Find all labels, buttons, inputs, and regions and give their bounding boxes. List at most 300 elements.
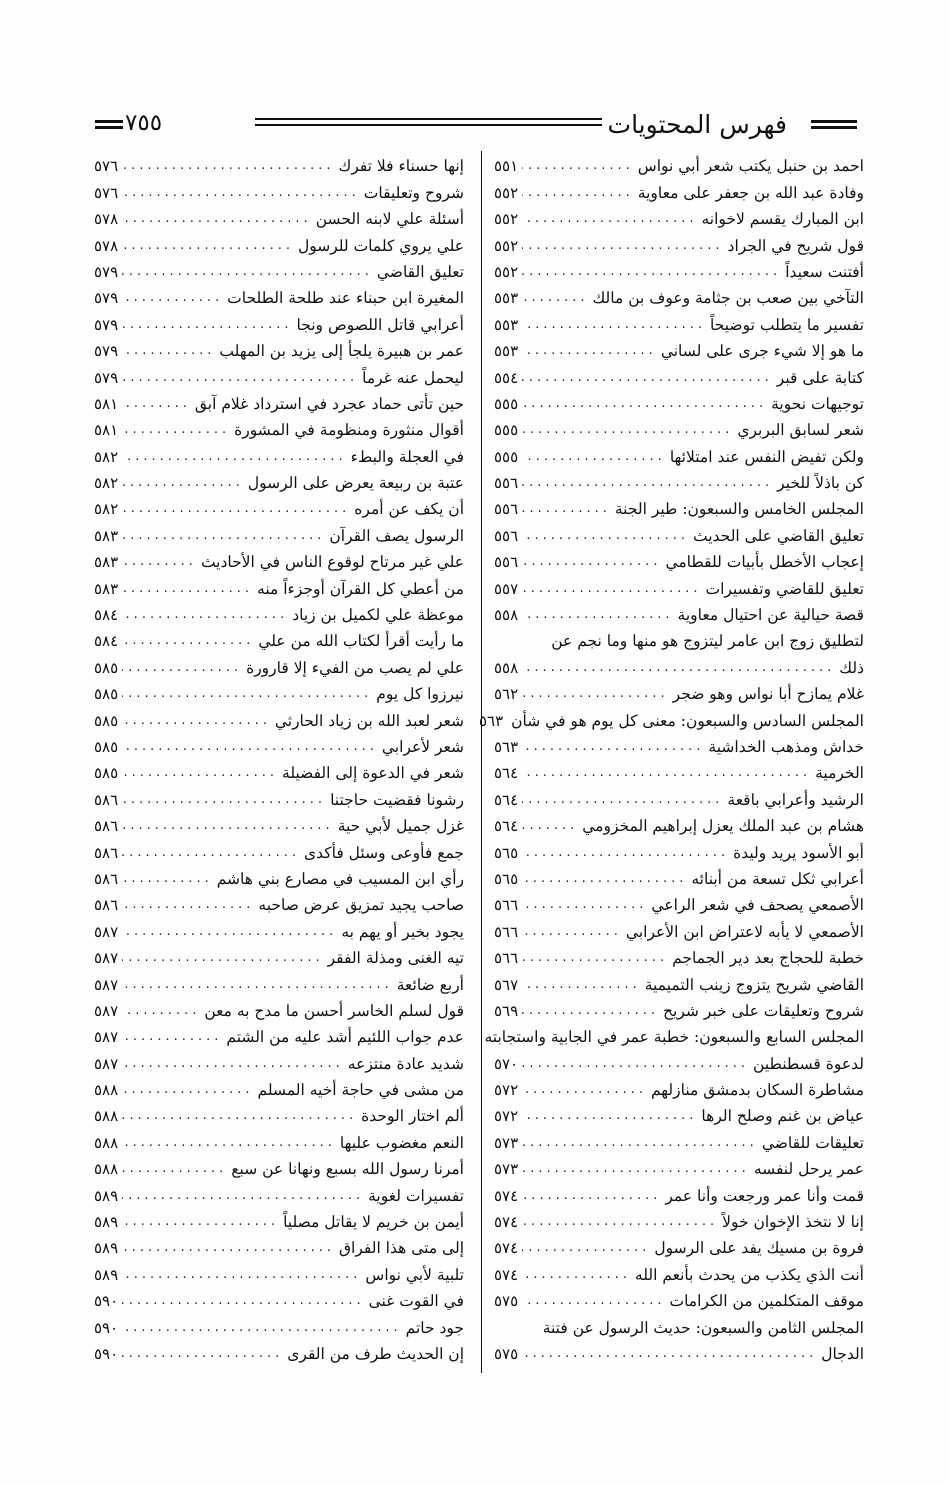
toc-column-left [94, 150, 464, 1364]
toc-entry-page: ٥٧٣ [494, 1133, 519, 1152]
dot-leader [122, 341, 215, 361]
toc-entry [94, 625, 464, 651]
toc-column-right [478, 150, 864, 1364]
toc-entry-page: ٥٥٥ [494, 447, 519, 466]
toc-entry-title: عياض بن غنم وصلح الرها [701, 1107, 864, 1126]
dot-leader [122, 1344, 283, 1364]
toc-entry-title: قول شريح في الجراد [727, 236, 864, 255]
dot-leader [522, 790, 723, 810]
toc-entry [94, 599, 464, 625]
dot-leader [522, 1212, 718, 1232]
dot-leader [122, 763, 278, 783]
dot-leader [122, 526, 325, 546]
toc-entry-title: من أعطي كل القرآن أوجزءاً منه [257, 579, 464, 598]
dot-leader [122, 499, 350, 519]
toc-entry-title: صاحب يجيد تمزيق عرض صاحبه [258, 896, 464, 915]
dot-leader [122, 315, 292, 335]
toc-entry-page: ٥٦٤ [494, 817, 519, 836]
toc-entry-page: ٥٥٥ [494, 421, 519, 440]
toc-entry [494, 995, 864, 1021]
toc-entry-page: ٥٨٢ [94, 447, 119, 466]
toc-entry-page: ٥٨٦ [94, 790, 119, 809]
toc-entry-title: علي يروي كلمات للرسول [297, 236, 464, 255]
toc-entry-title: المجلس الخامس والسبعون: طير الجنة [614, 500, 864, 519]
toc-entry-page: ٥٧٣ [494, 1160, 519, 1179]
toc-entry-page: ٥٥٨ [494, 606, 519, 625]
toc-entry-title: ليحمل عنه غرماً [362, 368, 464, 387]
toc-entry-title: إعجاب الأخطل بأبيات للقطامي [665, 553, 864, 572]
toc-entry [494, 942, 864, 968]
toc-entry-page: ٥٨٣ [94, 579, 119, 598]
toc-entry [94, 493, 464, 519]
toc-entry-title: أيمن بن خريم لا يقاتل مصلياً [283, 1213, 464, 1232]
dot-leader [122, 368, 358, 388]
toc-entry-title: خطبة للحجاج بعد دير الجماجم [672, 949, 864, 968]
dot-leader [122, 1027, 222, 1047]
dot-leader [122, 394, 191, 414]
toc-entry-title: ألم اختار الوحدة [361, 1107, 464, 1126]
dot-leader [122, 1133, 336, 1153]
dot-leader [122, 262, 373, 282]
dot-leader [122, 790, 326, 810]
dot-leader [122, 605, 288, 625]
toc-entry-page: ٥٨٣ [94, 553, 119, 572]
toc-entry [494, 731, 864, 757]
toc-entry-title: وفادة عبد الله بن جعفر على معاوية [637, 183, 864, 202]
dot-leader [522, 1291, 665, 1311]
toc-entry [94, 335, 464, 361]
toc-entry [494, 1100, 864, 1126]
toc-entry-title: ما رأيت أقرأ لكتاب الله من علي [258, 632, 464, 651]
dot-leader [122, 1238, 335, 1258]
toc-entry-page: ٥٦٥ [494, 869, 519, 888]
dot-leader [522, 236, 723, 256]
toc-entry [94, 572, 464, 598]
dot-leader [522, 526, 689, 546]
toc-entry [94, 256, 464, 282]
toc-entry-page: ٥٩٠ [94, 1318, 119, 1337]
toc-entry-page: ٥٥٤ [494, 368, 519, 387]
toc-entry-page: ٥٨٢ [94, 474, 119, 493]
toc-entry [494, 467, 864, 493]
toc-entry-page: ٥٨٤ [94, 632, 119, 651]
toc-entry [494, 176, 864, 202]
toc-entry-page: ٥٧٩ [94, 289, 119, 308]
dot-leader [122, 1159, 227, 1179]
toc-entry-title: تعليقات للقاضي [761, 1133, 864, 1152]
toc-entry-title: ولكن تفيض النفس عند امتلائها [669, 447, 864, 466]
dot-leader [522, 1106, 697, 1126]
toc-entry [494, 203, 864, 229]
dot-leader [122, 420, 230, 440]
dot-leader [522, 737, 704, 757]
toc-entry-page: ٥٧٦ [94, 157, 119, 176]
toc-entry-title: أن يكف عن أمره [354, 500, 464, 519]
dot-leader [522, 1054, 749, 1074]
toc-entry-title: الخرمية [815, 764, 864, 783]
toc-entry [94, 1100, 464, 1126]
toc-entry-page: ٥٨٧ [94, 1054, 119, 1073]
toc-entry [494, 150, 864, 176]
toc-entry-title: شعر في الدعوة إلى الفضيلة [282, 764, 464, 783]
dot-leader [522, 209, 697, 229]
toc-entry [94, 1047, 464, 1073]
dot-leader [522, 183, 634, 203]
toc-entry [494, 414, 864, 440]
dot-leader [522, 922, 622, 942]
toc-entry [484, 1021, 864, 1047]
toc-entry-page: ٥٧٩ [94, 368, 119, 387]
toc-entry [94, 546, 464, 572]
toc-entry-page: ٥٥٦ [494, 526, 519, 545]
toc-entry-title: تعليق القاضي على الحديث [693, 526, 864, 545]
toc-entry-page: ٥٦٥ [494, 843, 519, 862]
toc-entry [494, 361, 864, 387]
toc-entry-page: ٥٧٢ [494, 1081, 519, 1100]
toc-entry [94, 942, 464, 968]
toc-entry [94, 308, 464, 334]
dot-leader [122, 922, 337, 942]
toc-entry [94, 704, 464, 730]
dot-leader [122, 948, 323, 968]
toc-entry-title: خداش ومذهب الخداشية [708, 737, 864, 756]
dot-leader [522, 394, 767, 414]
dot-leader [522, 1080, 647, 1100]
toc-entry [94, 282, 464, 308]
toc-entry [494, 229, 864, 255]
toc-entry-title: جود حاتم [405, 1318, 464, 1337]
toc-entry [94, 1232, 464, 1258]
toc-entry-page: ٥٦٤ [494, 764, 519, 783]
toc-entry [494, 651, 864, 677]
page-number: ٧٥٥ [125, 110, 163, 136]
toc-entry-page: ٥٥٢ [494, 210, 519, 229]
toc-entry-title: كتابة على قبر [776, 368, 864, 387]
dot-leader [122, 895, 254, 915]
dot-leader [522, 1265, 631, 1285]
toc-entry-title: علي غير مرتاح لوقوع الناس في الأحاديث [200, 553, 464, 572]
toc-entry-page: ٥٨٣ [94, 526, 119, 545]
toc-entry-title: توجيهات نحوية [771, 394, 864, 413]
toc-entry [94, 388, 464, 414]
toc-entry-page: ٥٨٦ [94, 896, 119, 915]
toc-entry-title: تفسير ما يتطلب توضيحاً [710, 315, 864, 334]
toc-entry-page: ٥٦٣ [494, 737, 519, 756]
toc-entry-page: ٥٥٦ [494, 500, 519, 519]
dot-leader [522, 975, 641, 995]
dot-leader [122, 209, 312, 229]
toc-entry-title: أعرابي قاتل اللصوص ونجا [296, 315, 464, 334]
toc-entry [494, 1338, 864, 1364]
toc-entry [494, 1232, 864, 1258]
toc-entry-page: ٥٨٥ [94, 711, 119, 730]
dot-leader [522, 869, 687, 889]
dot-leader [122, 1318, 401, 1338]
toc-entry-title: الرسول يصف القرآن [329, 526, 464, 545]
toc-entry-title: أفتنت سعيداً [785, 262, 864, 281]
toc-entry-title: المجلس السادس والسبعون: معنى كل يوم هو في شأن [511, 711, 864, 730]
toc-entry-page: ٥٦٦ [494, 922, 519, 941]
dot-leader [122, 1106, 357, 1126]
toc-entry-title: نيرزوا كل يوم [376, 685, 464, 704]
toc-entry-title: في العجلة والبطء [350, 447, 464, 466]
dot-leader [522, 368, 773, 388]
toc-entry-title: جمع فأوعى وسئل فأكدى [303, 843, 464, 862]
toc-entry-page: ٥٥٢ [494, 236, 519, 255]
dot-leader [122, 869, 213, 889]
toc-entry-page: ٥٨٢ [94, 500, 119, 519]
dot-leader [122, 816, 334, 836]
dot-leader [122, 156, 334, 176]
toc-entry [494, 1074, 864, 1100]
dot-leader [122, 684, 372, 704]
toc-entry-page: ٥٨٦ [94, 869, 119, 888]
toc-entry-title: أنت الذي يكذب من يحدث بأنعم الله [634, 1265, 864, 1284]
toc-entry-page: ٥٨٩ [94, 1239, 119, 1258]
dot-leader [122, 447, 346, 467]
toc-entry-title: في القوت غنى [368, 1292, 464, 1311]
toc-entry-page: ٥٥٦ [494, 474, 519, 493]
dot-leader [522, 579, 701, 599]
toc-entry-title: هشام بن عبد الملك يعزل إبراهيم المخزومي [582, 817, 864, 836]
toc-entry-title: شروح وتعليقات على خبر شريح [663, 1001, 864, 1020]
dot-leader [122, 1265, 361, 1285]
toc-entry [94, 150, 464, 176]
toc-entry-title: تعليق القاضي [376, 262, 464, 281]
toc-entry [94, 889, 464, 915]
toc-entry [494, 625, 864, 651]
toc-entry-page: ٥٨٦ [94, 843, 119, 862]
toc-entry-page: ٥٥١ [494, 157, 519, 176]
toc-entry-page: ٥٧٥ [494, 1344, 519, 1363]
dot-leader [522, 156, 634, 176]
toc-entry-page: ٥٨٤ [94, 606, 119, 625]
toc-entry [494, 546, 864, 572]
toc-entry-page: ٥٨٧ [94, 922, 119, 941]
toc-entry-page: ٥٥٣ [494, 315, 519, 334]
toc-entry-title: علي لم يصب من الفيء إلا قارورة [246, 658, 464, 677]
toc-entry [94, 1285, 464, 1311]
toc-entry-page: ٥٧٥ [494, 1292, 519, 1311]
dot-leader [522, 658, 835, 678]
column-separator [481, 151, 482, 1373]
toc-entry-page: ٥٨٧ [94, 1001, 119, 1020]
toc-entry [94, 1126, 464, 1152]
toc-entry-page: ٥٨١ [94, 421, 119, 440]
toc-entry-title: فروة بن مسيك يفد على الرسول [654, 1239, 864, 1258]
dot-leader [522, 843, 729, 863]
toc-entry-title: إلى متى هذا الفراق [339, 1239, 464, 1258]
toc-entry [94, 229, 464, 255]
toc-entry-title: رشونا فقضيت حاجتنا [330, 790, 464, 809]
toc-entry-title: عمر بن هبيرة يلجأ إلى يزيد بن المهلب [219, 342, 464, 361]
toc-entry-title: المجلس السابع والسبعون: خطبة عمر في الجابية واستجابته [484, 1028, 864, 1047]
toc-entry-title: النعم مغضوب عليها [339, 1133, 464, 1152]
toc-entry-title: المجلس الثامن والسبعون: حديث الرسول عن فتنة [542, 1318, 864, 1337]
toc-entry [94, 836, 464, 862]
toc-entry-title: موقف المتكلمين من الكرامات [669, 1292, 864, 1311]
toc-entry-title: ما هو إلا شيء جرى على لساني [660, 342, 864, 361]
dot-leader [122, 1054, 344, 1074]
toc-entry-title: تلبية لأبي نواس [365, 1265, 464, 1284]
toc-entry-page: ٥٦٦ [494, 949, 519, 968]
toc-entry-page: ٥٨٨ [94, 1133, 119, 1152]
toc-entry-page: ٥٥٦ [494, 553, 519, 572]
header-title: فهرس المحتويات [607, 110, 787, 139]
toc-entry-title: عتبة بن ربيعة يعرض على الرسول [247, 474, 464, 493]
toc-entry [94, 1153, 464, 1179]
toc-entry [494, 1179, 864, 1205]
toc-entry-page: ٥٨٧ [94, 1028, 119, 1047]
toc-entry [494, 1153, 864, 1179]
toc-entry-title: المغيرة ابن حبناء عند طلحة الطلحات [227, 289, 464, 308]
dot-leader [522, 447, 666, 467]
toc-entry-title: القاضي شريح يتزوج زينب التميمية [644, 975, 864, 994]
toc-entry [94, 651, 464, 677]
toc-entry-title: أربع ضائعة [396, 975, 464, 994]
toc-entry-page: ٥٥٣ [494, 342, 519, 361]
toc-entry-page: ٥٥٧ [494, 579, 519, 598]
toc-entry [94, 467, 464, 493]
dot-leader [122, 711, 271, 731]
toc-entry-title: لتطليق زوج ابن عامر ليتزوج هو منها وما نجم عن [551, 632, 864, 651]
toc-entry [94, 176, 464, 202]
toc-entry [494, 1285, 864, 1311]
toc-entry-page: ٥٩٠ [94, 1344, 119, 1363]
toc-entry-page: ٥٨٥ [94, 764, 119, 783]
dot-leader [522, 341, 657, 361]
dot-leader [122, 1001, 200, 1021]
toc-entry-title: التآخي بين صعب بن جثامة وعوف بن مالك [592, 289, 864, 308]
toc-entry-title: تفسيرات لغوية [368, 1186, 464, 1205]
dot-leader [522, 895, 647, 915]
dot-leader [122, 183, 360, 203]
toc-entry-page: ٥٨٥ [94, 685, 119, 704]
toc-entry-title: أقوال منثورة ومنظومة في المشورة [234, 421, 464, 440]
toc-entry [94, 995, 464, 1021]
toc-entry-title: غزل جميل لأبي حية [337, 817, 464, 836]
toc-entry-page: ٥٧٩ [94, 342, 119, 361]
toc-entry [94, 1021, 464, 1047]
dot-leader [522, 684, 668, 704]
toc-entry [494, 783, 864, 809]
dot-leader [522, 1133, 758, 1153]
toc-entry [494, 1126, 864, 1152]
toc-entry [494, 810, 864, 836]
dot-leader [522, 1344, 817, 1364]
toc-entry-title: شديد عادة منتزعه [347, 1054, 464, 1073]
toc-entry-title: أبو الأسود يريد وليدة [733, 843, 864, 862]
toc-entry-title: قمت وأنا عمر ورجعت وأنا عمر [665, 1186, 864, 1205]
toc-entry [94, 968, 464, 994]
page-header [95, 98, 857, 148]
dot-leader [122, 1080, 253, 1100]
toc-entry-page: ٥٦٦ [494, 896, 519, 915]
toc-entry [494, 968, 864, 994]
dot-leader [522, 473, 773, 493]
toc-entry-title: أعرابي ثكل تسعة من أبنائه [691, 869, 864, 888]
toc-entry-title: الدجال [821, 1344, 864, 1363]
toc-entry-page: ٥٨٧ [94, 949, 119, 968]
toc-entry-title: شعر لأعرابي [381, 737, 464, 756]
toc-entry-page: ٥٧٤ [494, 1265, 519, 1284]
dot-leader [122, 658, 242, 678]
header-rule [255, 118, 602, 126]
toc-entry-title: حين تأتى حماد عجرد في استرداد غلام آبق [194, 394, 464, 413]
toc-entry-page: ٥٧٨ [94, 236, 119, 255]
toc-entry-page: ٥٨١ [94, 394, 119, 413]
dot-leader [522, 1186, 661, 1206]
dot-leader [122, 473, 244, 493]
toc-entry [94, 863, 464, 889]
toc-entry [94, 519, 464, 545]
toc-entry-title: تيه الغنى ومذلة الفقر [327, 949, 464, 968]
toc-entry [94, 810, 464, 836]
toc-entry-title: إنا لا نتخذ الإخوان خولاً [722, 1213, 864, 1232]
toc-entry-title: مشاطرة السكان بدمشق منازلهم [650, 1081, 864, 1100]
dot-leader [122, 975, 393, 995]
toc-entry-page: ٥٨٩ [94, 1186, 119, 1205]
toc-entry-title: شعر لعبد الله بن زياد الحارثي [274, 711, 464, 730]
toc-entry [94, 361, 464, 387]
toc-entry [94, 678, 464, 704]
toc-entry-page: ٥٧٤ [494, 1239, 519, 1258]
toc-entry-title: إن الحديث طرف من القرى [287, 1344, 464, 1363]
dot-leader [522, 948, 668, 968]
toc-entry-title: لدعوة قسطنطين [753, 1054, 864, 1073]
toc-entry [494, 335, 864, 361]
dot-leader [122, 552, 197, 572]
toc-entry [494, 599, 864, 625]
dot-leader [122, 288, 223, 308]
dot-leader [522, 816, 578, 836]
toc-entry [478, 704, 864, 730]
toc-entry-page: ٥٨٨ [94, 1081, 119, 1100]
toc-entry-page: ٥٩٠ [94, 1292, 119, 1311]
dot-leader [522, 763, 811, 783]
toc-entry [94, 1311, 464, 1337]
toc-entry-page: ٥٨٥ [94, 658, 119, 677]
toc-entry [494, 1206, 864, 1232]
toc-entry [494, 889, 864, 915]
toc-entry [494, 1311, 864, 1337]
toc-entry [494, 308, 864, 334]
toc-entry-title: أسئلة علي لابنه الحسن [315, 210, 464, 229]
dot-leader [522, 1238, 650, 1258]
toc-entry-page: ٥٥٢ [494, 183, 519, 202]
toc-entry [494, 282, 864, 308]
toc-entry-title: قول لسلم الخاسر أحسن ما مدح به معن [204, 1001, 464, 1020]
toc-entry [494, 572, 864, 598]
toc-entry-title: إنها حسناء فلا تفرك [338, 157, 464, 176]
dot-leader [122, 236, 294, 256]
toc-entry-title: الأصمعي لا يأبه لاعتراض ابن الأعرابي [625, 922, 864, 941]
toc-entry-page: ٥٧٠ [494, 1054, 519, 1073]
toc-entry-title: أمرنا رسول الله بسبع ونهانا عن سبع [231, 1160, 464, 1179]
toc-entry [94, 1338, 464, 1364]
toc-entry [94, 757, 464, 783]
header-ornament-right [811, 120, 857, 129]
toc-entry-page: ٥٧٤ [494, 1213, 519, 1232]
toc-entry-page: ٥٧٩ [94, 315, 119, 334]
toc-entry-page: ٥٧٤ [494, 1186, 519, 1205]
toc-entry-title: يجود بخير أو يهم به [341, 922, 464, 941]
toc-entry-title: رأي ابن المسيب في مصارع بني هاشم [216, 869, 464, 888]
dot-leader [122, 843, 300, 863]
toc-entry-title: الأصمعي يصحف في شعر الراعي [651, 896, 864, 915]
toc-entry [494, 256, 864, 282]
toc-entry-page: ٥٨٩ [94, 1213, 119, 1232]
